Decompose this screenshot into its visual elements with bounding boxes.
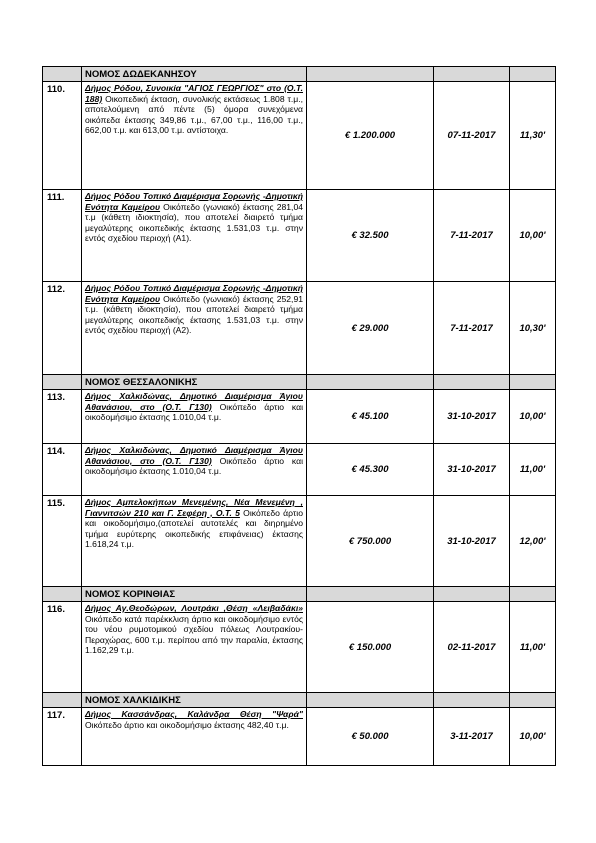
property-details: Οικόπεδο (γωνιακό) έκτασης 281,04 τ.μ (κάθετη ιδιοκτησία), που αποτελεί διαιρετό τμήμα μεγαλύτερης οικοπεδικής έκτασης 1.531,03 τ.μ. στην εντός σχεδίου περιοχή (Α1). xyxy=(85,201,304,244)
auction-date: 31-10-2017 xyxy=(434,390,510,444)
row-number: 111. xyxy=(43,190,82,282)
auction-time: 10,00' xyxy=(510,190,556,282)
property-location: Δήμος Χαλκιδώνας, Δημοτικό Διαμέρισμα Άγιου Αθανάσιου, στο (Ο.Τ. Γ130) xyxy=(85,445,303,466)
row-number: 113. xyxy=(43,390,82,444)
auction-date: 3-11-2017 xyxy=(434,708,510,766)
property-location: Δήμος Χαλκιδώνας, Δημοτικό Διαμέρισμα Άγιου Αθανάσιου, στο (Ο.Τ. Γ130) xyxy=(85,391,303,412)
table-row xyxy=(43,282,556,375)
auction-time: 11,30' xyxy=(510,82,556,190)
property-location: Δήμος Αγ.Θεοδώρων, Λουτράκι ,Θέση «Λειβαδάκι» xyxy=(85,603,303,613)
property-details: Οικόπεδο (γωνιακό) έκτασης 252,91 τ.μ. (κάθετη ιδιοκτησία), που αποτελεί διαιρετό τμήμα μεγαλύτερης οικοπεδικής έκτασης 1.531,03 τ.μ. στην εντός σχεδίου περιοχή (Α2). xyxy=(85,293,304,336)
auction-time: 11,00' xyxy=(510,602,556,693)
starting-price: € 32.500 xyxy=(307,190,434,282)
property-description xyxy=(82,708,307,766)
auction-date: 7-11-2017 xyxy=(434,190,510,282)
table-row xyxy=(43,390,556,444)
property-description xyxy=(82,282,307,375)
auction-date: 31-10-2017 xyxy=(434,444,510,496)
starting-price: € 45.100 xyxy=(307,390,434,444)
auction-time: 10,30' xyxy=(510,282,556,375)
auction-date: 31-10-2017 xyxy=(434,496,510,587)
property-details: Οικόπεδο άρτιο και οικοδομήσιμο,(αποτελεί αυτοτελές και διηρημένο τμήμα ευρύτερης οικοπεδικής επιφάνειας) έκτασης 1.618,24 τ.μ. xyxy=(85,507,303,550)
property-details: Οικόπεδο άρτιο και οικοδομήσιμο έκτασης 482,40 τ.μ. xyxy=(85,719,289,730)
auction-time: 12,00' xyxy=(510,496,556,587)
starting-price: € 150.000 xyxy=(307,602,434,693)
property-description xyxy=(82,602,307,693)
property-location: Δήμος Ρόδου Τοπικό Διαμέρισμα Σορωνής -Δημοτική Ενότητα Καμείρου xyxy=(85,191,303,212)
property-location: Δήμος Κασσάνδρας, Καλάνδρα Θέση "Ψαρά" xyxy=(85,709,303,719)
property-details: Οικόπεδο κατά παρέκκλιση άρτιο και οικοδομήσιμο εντός του νέου ρυμοτομικού σχεδίου πόλεως Λουτρακίου-Περαχώρας, 600 τ.μ. περίπου από την παραλία, έκτασης 1.162,29 τ.μ. xyxy=(85,613,303,656)
row-number: 110. xyxy=(43,82,82,190)
starting-price: € 750.000 xyxy=(307,496,434,587)
property-description xyxy=(82,496,307,587)
region-header xyxy=(43,375,556,390)
region-header xyxy=(43,693,556,708)
region-header xyxy=(43,67,556,82)
property-details: Οικοπεδική έκταση, συνολικής εκτάσεως 1.808 τ.μ., αποτελούμενη από πέντε (5) όμορα συνεχόμενα οικόπεδα έκτασης 349,86 τ.μ., 67,00 τ.μ., 116,00 τ.μ., 662,00 τ.μ. και 613,00 τ.μ. αντίστοιχα. xyxy=(85,93,304,136)
region-name: ΝΟΜΟΣ ΔΩΔΕΚΑΝΗΣΟΥ xyxy=(82,67,307,82)
property-description xyxy=(82,82,307,190)
table-row xyxy=(43,496,556,587)
starting-price: € 50.000 xyxy=(307,708,434,766)
property-location: Δήμος Ρόδου, Συνοικία "ΑΓΙΟΣ ΓΕΩΡΓΙΟΣ" στο (Ο.Τ. 188) xyxy=(85,83,303,104)
auction-date: 7-11-2017 xyxy=(434,282,510,375)
auction-time: 10,00' xyxy=(510,390,556,444)
table-row xyxy=(43,444,556,496)
starting-price: € 1.200.000 xyxy=(307,82,434,190)
table-row xyxy=(43,708,556,766)
table-row xyxy=(43,82,556,190)
table-row xyxy=(43,190,556,282)
property-details: Οικόπεδο άρτιο και οικοδομήσιμο έκτασης 1.010,04 τ.μ. xyxy=(85,401,303,423)
auction-table xyxy=(42,66,556,766)
starting-price: € 29.000 xyxy=(307,282,434,375)
region-name: ΝΟΜΟΣ ΚΟΡΙΝΘΙΑΣ xyxy=(82,587,307,602)
region-name: ΝΟΜΟΣ ΧΑΛΚΙΔΙΚΗΣ xyxy=(82,693,307,708)
auction-date: 02-11-2017 xyxy=(434,602,510,693)
property-location: Δήμος Αμπελοκήπων Μενεμένης, Νέα Μενεμένη , Γιαννιτσών 210 και Γ. Σεφέρη , Ο.Τ. 5 xyxy=(85,497,303,518)
row-number: 112. xyxy=(43,282,82,375)
row-number: 116. xyxy=(43,602,82,693)
region-name: ΝΟΜΟΣ ΘΕΣΣΑΛΟΝΙΚΗΣ xyxy=(82,375,307,390)
row-number: 114. xyxy=(43,444,82,496)
property-description xyxy=(82,444,307,496)
auction-date: 07-11-2017 xyxy=(434,82,510,190)
starting-price: € 45.300 xyxy=(307,444,434,496)
table-row xyxy=(43,602,556,693)
property-description xyxy=(82,390,307,444)
row-number: 115. xyxy=(43,496,82,587)
row-number: 117. xyxy=(43,708,82,766)
property-location: Δήμος Ρόδου Τοπικό Διαμέρισμα Σορωνής -Δημοτική Ενότητα Καμείρου xyxy=(85,283,303,304)
property-details: Οικόπεδο άρτιο και οικοδομήσιμο έκτασης 1.010,04 τ.μ. xyxy=(85,455,303,477)
region-header xyxy=(43,587,556,602)
auction-time: 11,00' xyxy=(510,444,556,496)
auction-time: 10,00' xyxy=(510,708,556,766)
property-description xyxy=(82,190,307,282)
